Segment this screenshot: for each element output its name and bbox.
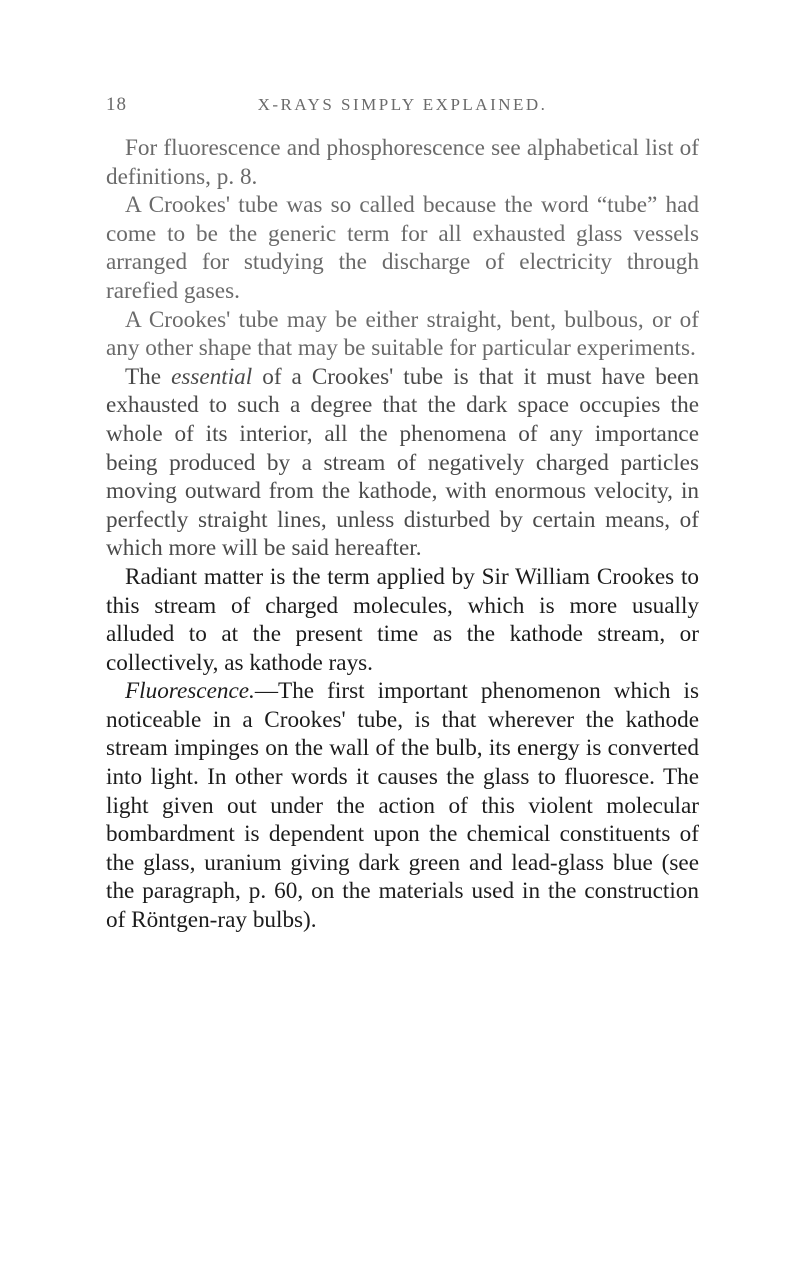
paragraph-lead-text: The bbox=[125, 363, 172, 390]
paragraph-fluorescence bbox=[106, 677, 699, 934]
paragraph-crookes-tube-essential bbox=[106, 363, 699, 563]
paragraph-body-text: —The first important phenomenon which is noticeable in a Crookes' tube, is that wherever the kathode stream impinges on the wall of the bulb, its energy is converted into light. In other words it causes the glass to fluoresce. The light given out under the action of this violent molecular bombardment is dependent upon the chemical constituents of the glass, uranium giving dark green and lead-glass blue (see the paragraph, p. 60, on the materials used in the construction of Röntgen-ray bulbs). bbox=[106, 678, 699, 934]
paragraph-crookes-tube-name: A Crookes' tube was so called because the word “tube” had come to be the generic term for all exhausted glass vessels arranged for studying the discharge of electricity through rarefied gases. bbox=[106, 192, 699, 304]
page-number: 18 bbox=[106, 94, 127, 115]
body-text bbox=[106, 134, 699, 935]
paragraph-body-text: of a Crookes' tube is that it must have been exhausted to such a degree that the dark space occupies the whole of its interior, all the phenomena of any importance being produced by a stream of negatively charged particles moving outward from the kathode, with enormous velocity, in perfectly straight lines, unless disturbed by certain means, of which more will be said hereafter. bbox=[106, 363, 699, 562]
paragraph-fluorescence-reference: For fluorescence and phosphorescence see alphabetical list of definitions, p. 8. bbox=[106, 135, 699, 190]
paragraph-crookes-tube-shape: A Crookes' tube may be either straight, bent, bulbous, or of any other shape that may be suitable for particular experiments. bbox=[106, 306, 699, 362]
running-title: X-RAYS SIMPLY EXPLAINED. bbox=[257, 95, 548, 114]
paragraph-radiant-matter: Radiant matter is the term applied by Sir William Crookes to this stream of charged molecules, which is more usually alluded to at the present time as the kathode stream, or collectively, as kathode rays. bbox=[106, 563, 699, 676]
page-header bbox=[106, 94, 699, 120]
emphasis-essential: essential bbox=[171, 363, 253, 390]
section-heading-fluorescence: Fluorescence. bbox=[125, 678, 255, 705]
